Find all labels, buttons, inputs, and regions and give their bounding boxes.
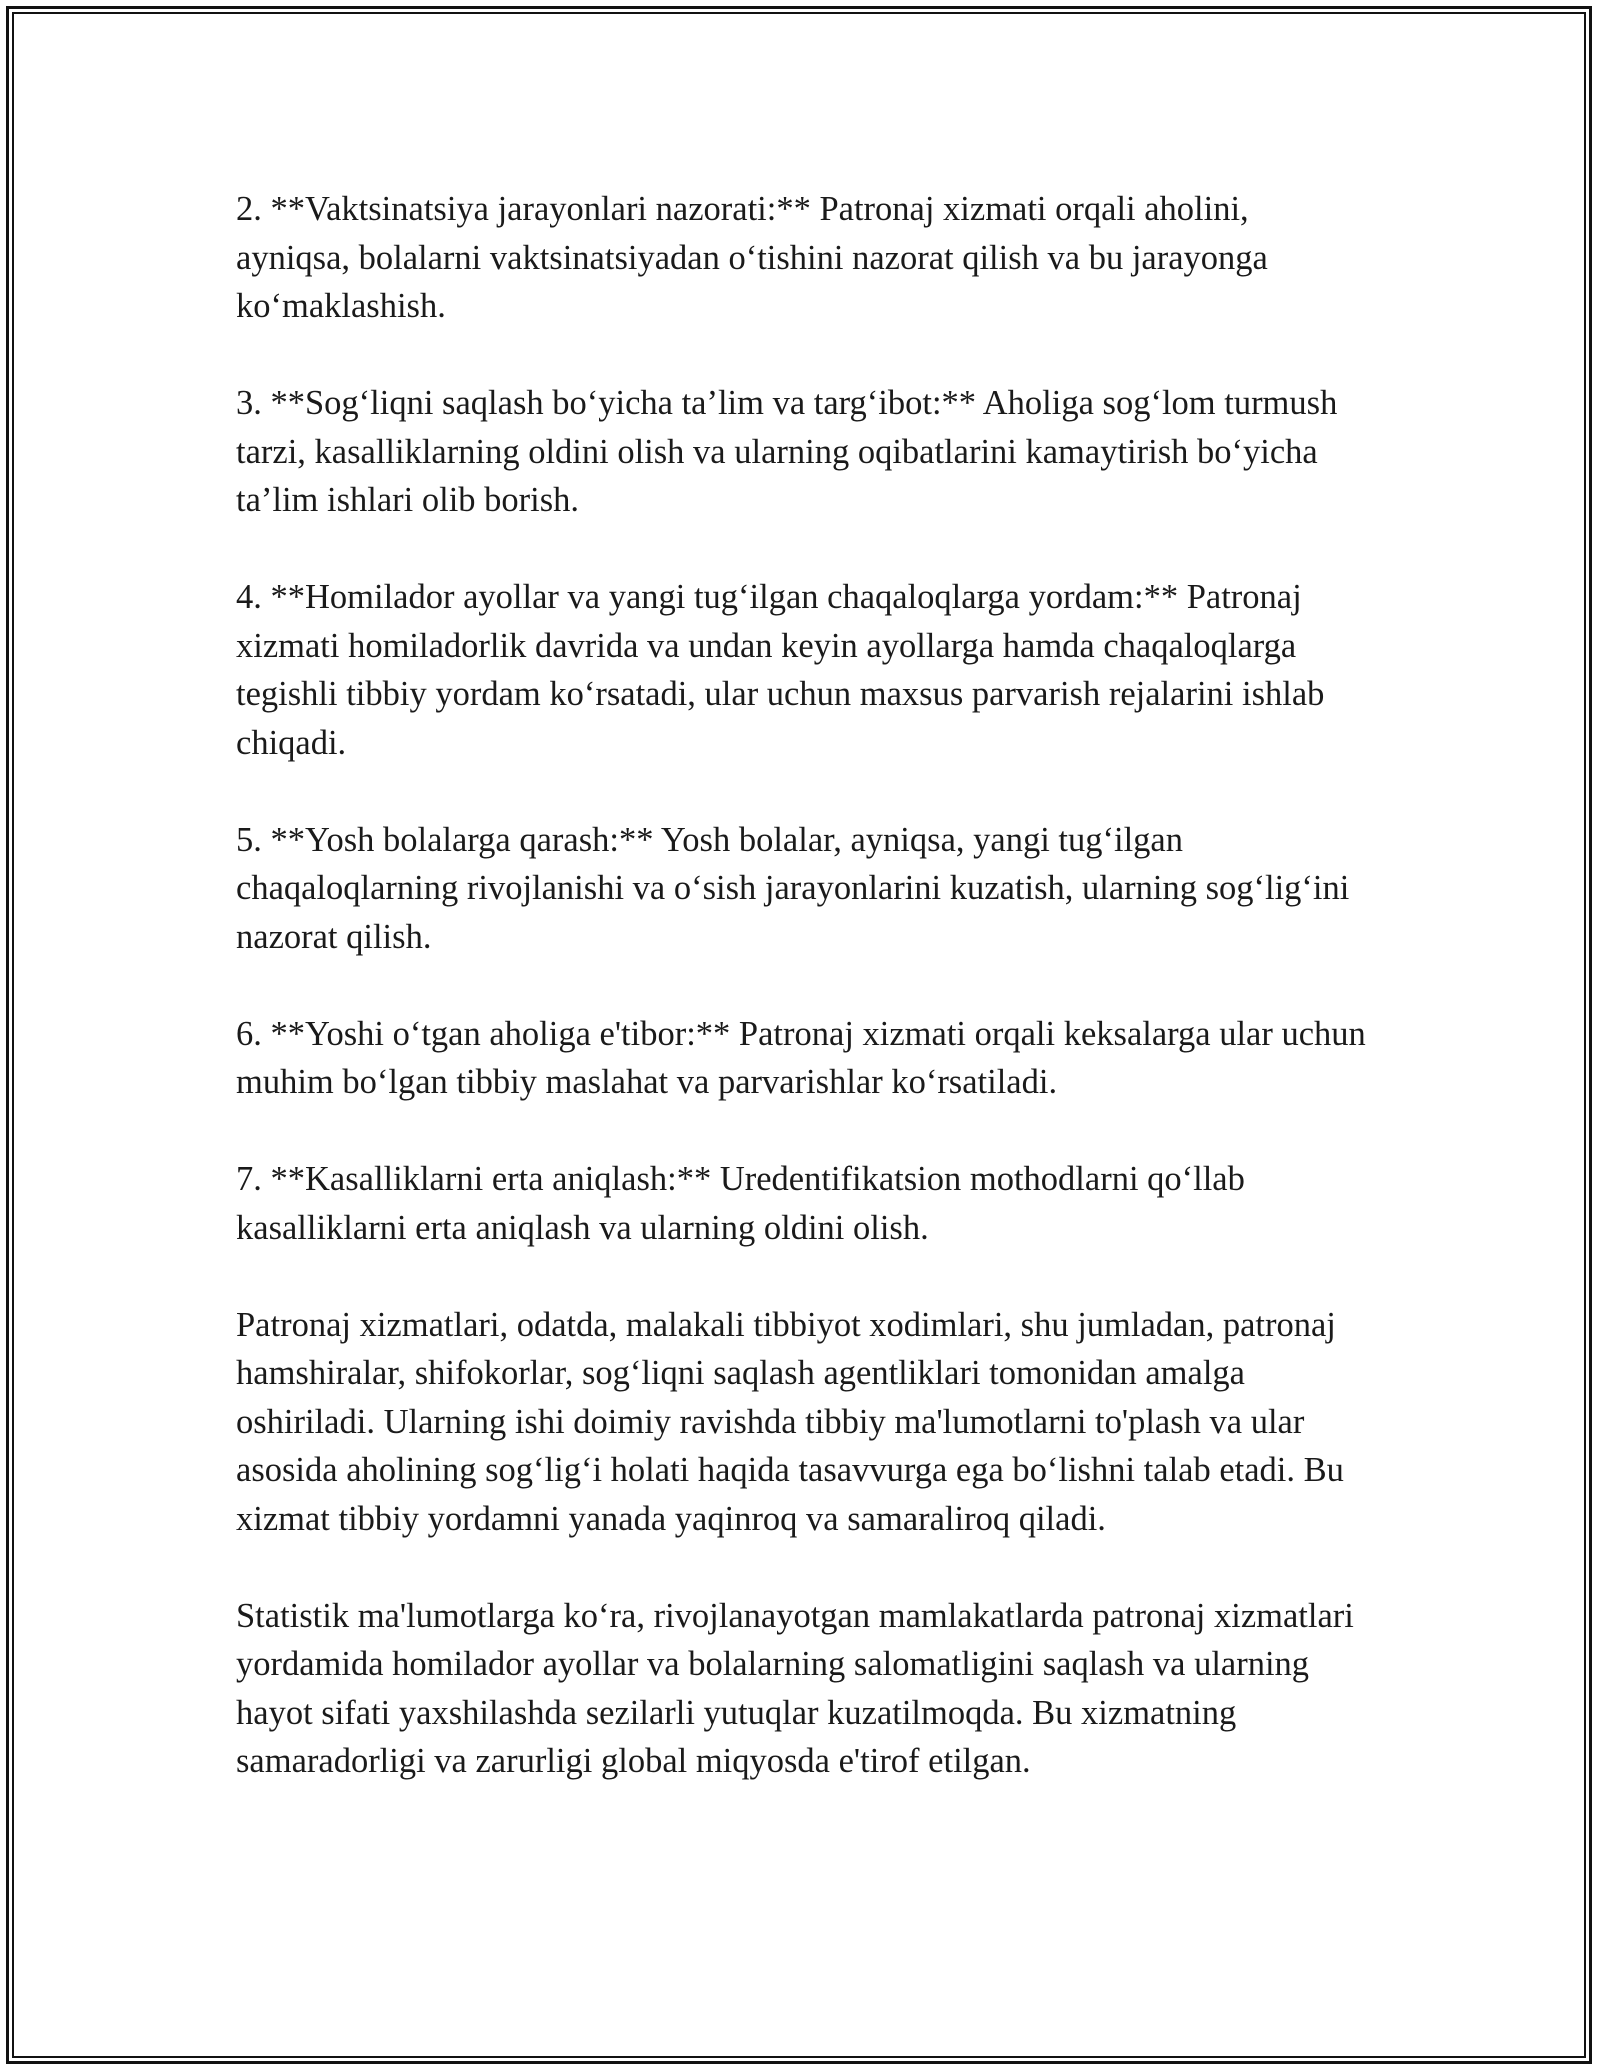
list-item-vaccination-control: 2. **Vaktsinatsiya jarayonlari nazorati:** Patronaj xizmati orqali aholini, ayniqsa, bolalarni vaktsinatsiyadan o‘tishini nazorat qilish va bu jarayonga ko‘maklashish.: [236, 190, 1268, 325]
paragraph-statistics: Statistik ma'lumotlarga ko‘ra, rivojlanayotgan mamlakatlarda patronaj xizmatlari yordamida homilador ayollar va bolalarning salomatligini saqlash va ularning hayot sifati yaxshilashda sezilarli yutuqlar kuzatilmoqda. Bu xizmatning samaradorligi va zarurligi global miqyosda e'tirof etilgan.: [236, 1596, 1354, 1780]
list-item-pregnant-women-newborns: 4. **Homilador ayollar va yangi tug‘ilgan chaqaloqlarga yordam:** Patronaj xizmati homiladorlik davrida va undan keyin ayollarga hamda chaqaloqlarga tegishli tibbiy yordam ko‘rsatadi, ular uchun maxsus parvarish rejalarini ishlab chiqadi.: [236, 578, 1325, 762]
list-item-young-children-care: 5. **Yosh bolalarga qarash:** Yosh bolalar, ayniqsa, yangi tug‘ilgan chaqaloqlarning rivojlanishi va o‘sish jarayonlarini kuzatish, ularning sog‘lig‘ini nazorat qilish.: [236, 820, 1350, 956]
paragraph-patronage-staff: Patronaj xizmatlari, odatda, malakali tibbiyot xodimlari, shu jumladan, patronaj hamshiralar, shifokorlar, sog‘liqni saqlash agentliklari tomonidan amalga oshiriladi. Ularning ishi doimiy ravishda tibbiy ma'lumotlarni to'plash va ular asosida aholining sog‘lig‘i holati haqida tasavvurga ega bo‘lishni talab etadi. Bu xizmat tibbiy yordamni yanada yaqinroq va samaraliroq qiladi.: [236, 1305, 1344, 1538]
list-item-early-disease-detection: 7. **Kasalliklarni erta aniqlash:** Uredentifikatsion mothodlarni qo‘llab kasalliklarni erta aniqlash va ularning oldini olish.: [236, 1160, 1245, 1247]
list-item-elderly-attention: 6. **Yoshi o‘tgan aholiga e'tibor:** Patronaj xizmati orqali keksalarga ular uchun muhim bo‘lgan tibbiy maslahat va parvarishlar ko‘rsatiladi.: [236, 1014, 1366, 1101]
document-body: [236, 185, 1371, 1786]
list-item-health-education: 3. **Sog‘liqni saqlash bo‘yicha ta’lim va targ‘ibot:** Aholiga sog‘lom turmush tarzi, kasalliklarning oldini olish va ularning oqibatlarini kamaytirish bo‘yicha ta’lim ishlari olib borish.: [236, 384, 1338, 519]
